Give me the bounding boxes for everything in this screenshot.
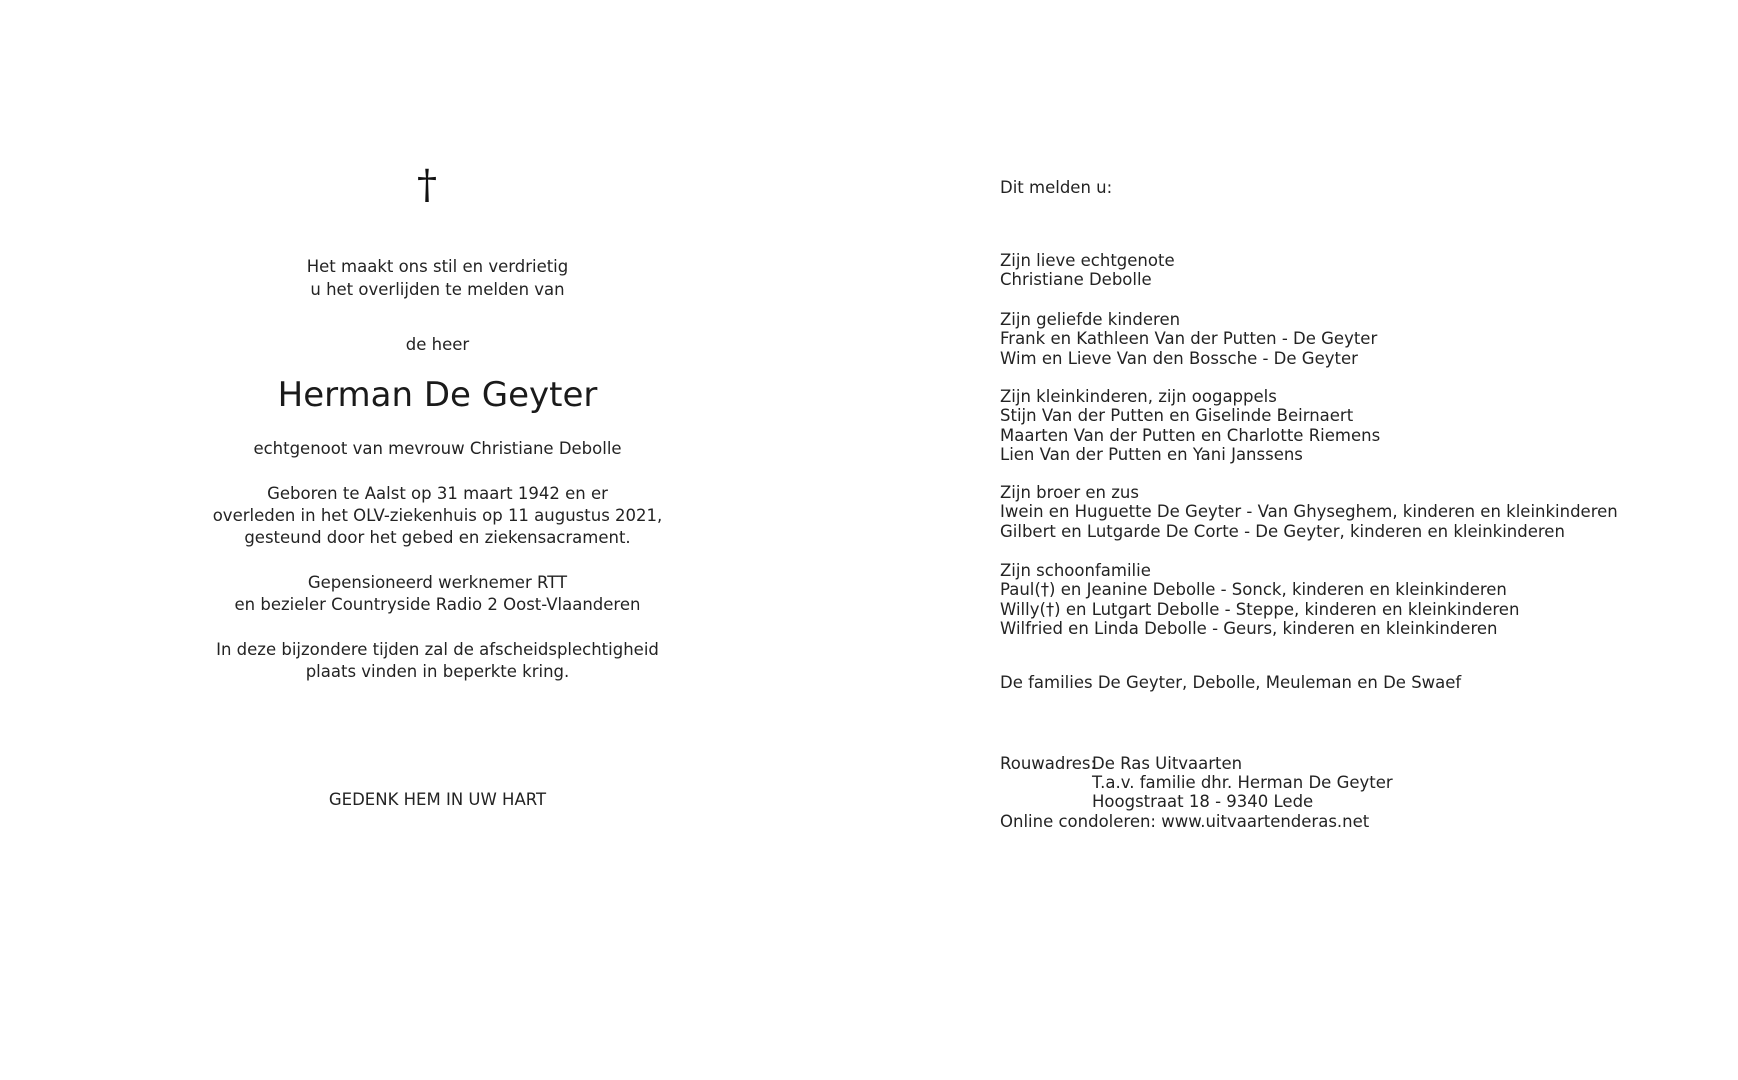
salutation: de heer bbox=[405, 335, 470, 354]
group-title: Zijn lieve echtgenote bbox=[1000, 251, 1175, 270]
intro-line-2: u het overlijden te melden van bbox=[310, 280, 565, 299]
group-member: Stijn Van der Putten en Giselinde Beirnaert bbox=[1000, 406, 1354, 426]
family-group-siblings bbox=[1000, 483, 1618, 541]
group-member: Maarten Van der Putten en Charlotte Riemens bbox=[1000, 425, 1381, 445]
group-member: Paul(†) en Jeanine Debolle - Sonck, kinderen en kleinkinderen bbox=[1000, 580, 1507, 600]
right-heading: Dit melden u: bbox=[1000, 178, 1113, 197]
group-title: Zijn geliefde kinderen bbox=[1000, 310, 1181, 329]
birth-death-line-2: overleden in het OLV-ziekenhuis op 11 augustus 2021, bbox=[212, 506, 663, 525]
deceased-name: Herman De Geyter bbox=[277, 375, 598, 415]
group-member: Wim en Lieve Van den Bossche - De Geyter bbox=[1000, 348, 1358, 368]
family-group-grandchildren bbox=[1000, 387, 1380, 464]
group-member: Gilbert en Lutgarde De Corte - De Geyter, kinderen en kleinkinderen bbox=[1000, 521, 1565, 541]
spouse-line: echtgenoot van mevrouw Christiane Debolle bbox=[253, 439, 622, 458]
closing-line: GEDENK HEM IN UW HART bbox=[328, 790, 547, 809]
online-condolence-line: Online condoleren: www.uitvaartenderas.net bbox=[1000, 812, 1370, 831]
group-member: Wilfried en Linda Debolle - Geurs, kinderen en kleinkinderen bbox=[1000, 618, 1498, 638]
address-line-3: Hoogstraat 18 - 9340 Lede bbox=[1092, 792, 1314, 811]
birth-death-line-3: gesteund door het gebed en ziekensacrament. bbox=[244, 528, 631, 547]
address-line-1: De Ras Uitvaarten bbox=[1092, 754, 1243, 773]
group-member: Christiane Debolle bbox=[1000, 270, 1152, 290]
family-group-spouse bbox=[1000, 251, 1175, 290]
career-line-1: Gepensioneerd werknemer RTT bbox=[307, 573, 568, 592]
group-member: Lien Van der Putten en Yani Janssens bbox=[1000, 444, 1303, 464]
group-member: Frank en Kathleen Van der Putten - De Geyter bbox=[1000, 329, 1378, 349]
address-line-2: T.a.v. familie dhr. Herman De Geyter bbox=[1092, 773, 1393, 792]
group-member: Willy(†) en Lutgart Debolle - Steppe, kinderen en kleinkinderen bbox=[1000, 599, 1520, 619]
families-line: De families De Geyter, Debolle, Meuleman en De Swaef bbox=[1000, 673, 1462, 692]
career-line-2: en bezieler Countryside Radio 2 Oost-Vlaanderen bbox=[234, 595, 641, 614]
birth-death-line-1: Geboren te Aalst op 31 maart 1942 en er bbox=[267, 484, 608, 503]
ceremony-line-1: In deze bijzondere tijden zal de afscheidsplechtigheid bbox=[216, 640, 659, 659]
family-group-in-laws bbox=[1000, 561, 1519, 638]
group-title: Zijn kleinkinderen, zijn oogappels bbox=[1000, 387, 1277, 406]
cross-icon: † bbox=[417, 162, 437, 208]
address-label: Rouwadres: bbox=[1000, 754, 1097, 773]
intro-line-1: Het maakt ons stil en verdrietig bbox=[306, 257, 569, 276]
group-title: Zijn schoonfamilie bbox=[1000, 561, 1151, 580]
ceremony-line-2: plaats vinden in beperkte kring. bbox=[305, 662, 570, 681]
family-group-children bbox=[1000, 310, 1377, 368]
group-title: Zijn broer en zus bbox=[1000, 483, 1139, 502]
group-member: Iwein en Huguette De Geyter - Van Ghyseghem, kinderen en kleinkinderen bbox=[1000, 502, 1618, 522]
